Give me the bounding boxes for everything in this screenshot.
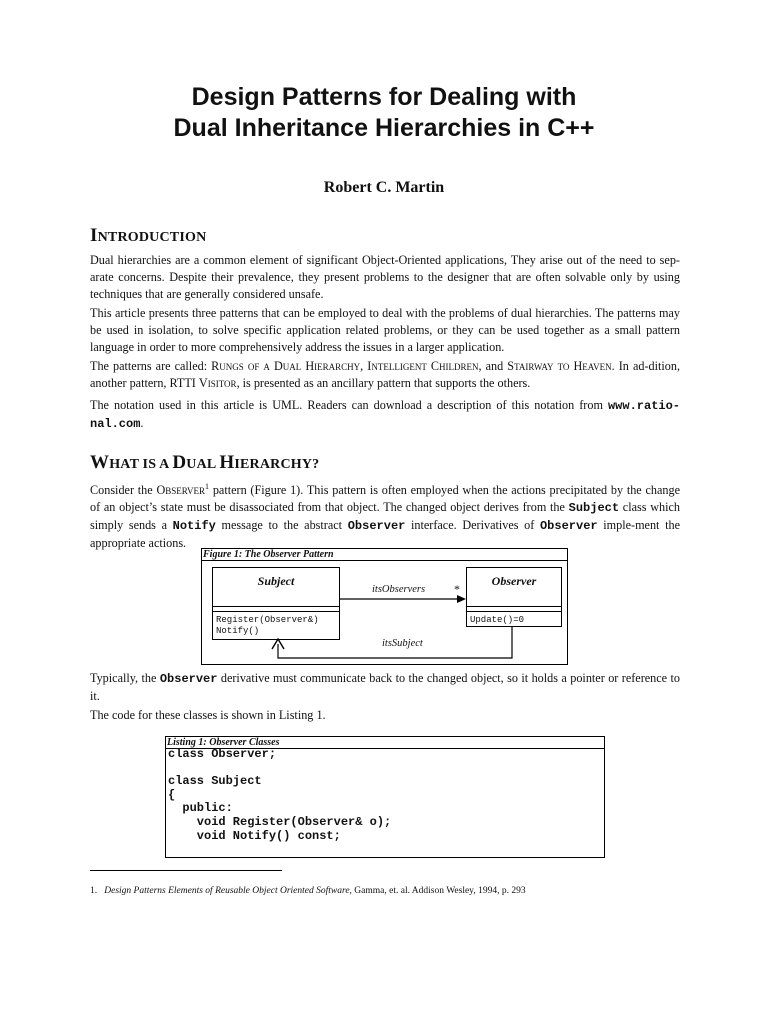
title-line-1: Design Patterns for Dealing with	[191, 83, 577, 111]
heading-dual-hierarchy: WHAT IS A DUAL HIERARCHY?	[90, 452, 320, 473]
footnote: 1. Design Patterns Elements of Reusable Object Oriented Software, Gamma, et. al. Addison Wesley, 1994, p. 293	[90, 886, 526, 896]
back-ref-label: itsSubject	[382, 638, 423, 649]
subject-operations: Register(Observer&) Notify()	[216, 615, 319, 636]
heading-introduction: INTRODUCTION	[90, 225, 207, 246]
rational-url: www.ratio-nal.com	[90, 399, 680, 431]
paper-title	[0, 82, 768, 144]
dual-paragraph-2: Typically, the Observer derivative must communicate back to the changed object, so it holds a pointer or reference to it.	[90, 671, 680, 703]
intro-paragraph-3: The patterns are called: Rungs of a Dual Hierarchy, Intelligent Children, and Stairway to Heaven. In ad-dition, another pattern, RTTI Visitor, is presented as an ancillary pattern that supports the others.	[90, 359, 681, 390]
intro-paragraph-1: Dual hierarchies are a common element of significant Object-Oriented applications, They arise out of the need to sep-arate concerns. Despite their prevalence, they present problems to the designer that are often solvable only by using techniques that are generally considered unsafe.	[90, 253, 680, 301]
footnote-rule	[90, 870, 282, 871]
intro-paragraph-4: The notation used in this article is UML. Readers can download a description of this notation from www.ratio-nal.com.	[90, 398, 680, 431]
title-line-2: Dual Inheritance Hierarchies in C++	[173, 114, 595, 142]
observer-class-name: Observer	[491, 574, 537, 588]
multiplicity: *	[454, 582, 460, 596]
dual-paragraph-3: The code for these classes is shown in Listing 1.	[90, 708, 326, 722]
listing-caption: Listing 1: Observer Classes	[166, 737, 604, 749]
intro-paragraph-2: This article presents three patterns that can be employed to deal with the problems of dual hierarchies. The patterns may be used in isolation, to solve specific application related problems, or they can be used together as a small pattern language in order to more comprehensively address the issues in a larger application.	[90, 306, 680, 354]
figure-observer-pattern	[201, 548, 568, 665]
assoc-label: itsObservers	[372, 584, 426, 595]
observer-operations: Update()=0	[470, 615, 525, 625]
author: Robert C. Martin	[323, 179, 445, 196]
subject-class-name: Subject	[257, 574, 295, 588]
listing-observer-classes	[165, 736, 605, 858]
figure-caption: Figure 1: The Observer Pattern	[202, 549, 567, 561]
dual-paragraph-1: Consider the Observer$^1$ pattern (Figure 1). This pattern is often employed when the actions precipitated by the change of an object’s state must be disassociated from that object. The changed object derives from the Subject class which simply sends a Notify message to the abstract Observer interface. Derivatives of Observer imple-ment the appropriate actions.	[90, 482, 680, 551]
listing-code: class Observer; class Subject { public: void Register(Observer& o); void Notify() const;	[168, 747, 392, 843]
